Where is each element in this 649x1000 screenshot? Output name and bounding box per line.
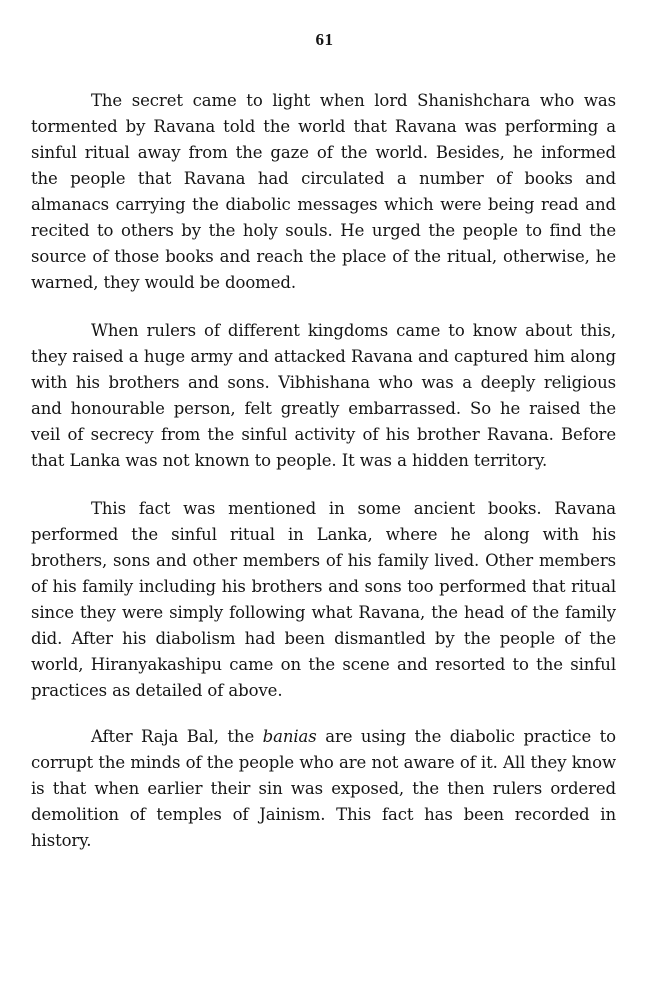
paragraph-rulers-attack: When rulers of different kingdoms came to know about this, they raised a huge army and attacked Ravana and captured him along with his brothers and sons. Vibhishana who was a deeply religious and honourable person, felt greatly embarrassed. So he raised the veil of secrecy from the sinful activity of his brother Ravana. Before that Lanka was not known to people. It was a hidden territory. xyxy=(31,321,616,470)
page-number: 61 xyxy=(315,30,334,49)
paragraph-banias-intro: After Raja Bal, the xyxy=(91,727,263,746)
paragraph-banias xyxy=(31,724,616,854)
body-text xyxy=(31,88,616,877)
paragraph-secret-revealed: The secret came to light when lord Shanishchara who was tormented by Ravana told the world that Ravana was performing a sinful ritual away from the gaze of the world. Besides, he informed the people that Ravana had circulated a number of books and almanacs carrying the diabolic messages which were being read and recited to others by the holy souls. He urged the people to find the source of those books and reach the place of the ritual, otherwise, he warned, they would be doomed. xyxy=(31,91,616,292)
paragraph-ancient-books: This fact was mentioned in some ancient books. Ravana performed the sinful ritual in Lanka, where he along with his brothers, sons and other members of his family lived. Other members of his family including his brothers and sons too performed that ritual since they were simply following what Ravana, the head of the family did. After his diabolism had been dismantled by the people of the world, Hiranyakashipu came on the scene and resorted to the sinful practices as detailed of above. xyxy=(31,499,616,700)
paragraph-banias-rest: are using the diabolic practice to corrupt the minds of the people who are not aware of it. All they know is that when earlier their sin was exposed, the then rulers ordered demolition of temples of Jainism. This fact has been recorded in history. xyxy=(31,727,617,850)
emphasized-word-banias: banias xyxy=(262,727,317,746)
